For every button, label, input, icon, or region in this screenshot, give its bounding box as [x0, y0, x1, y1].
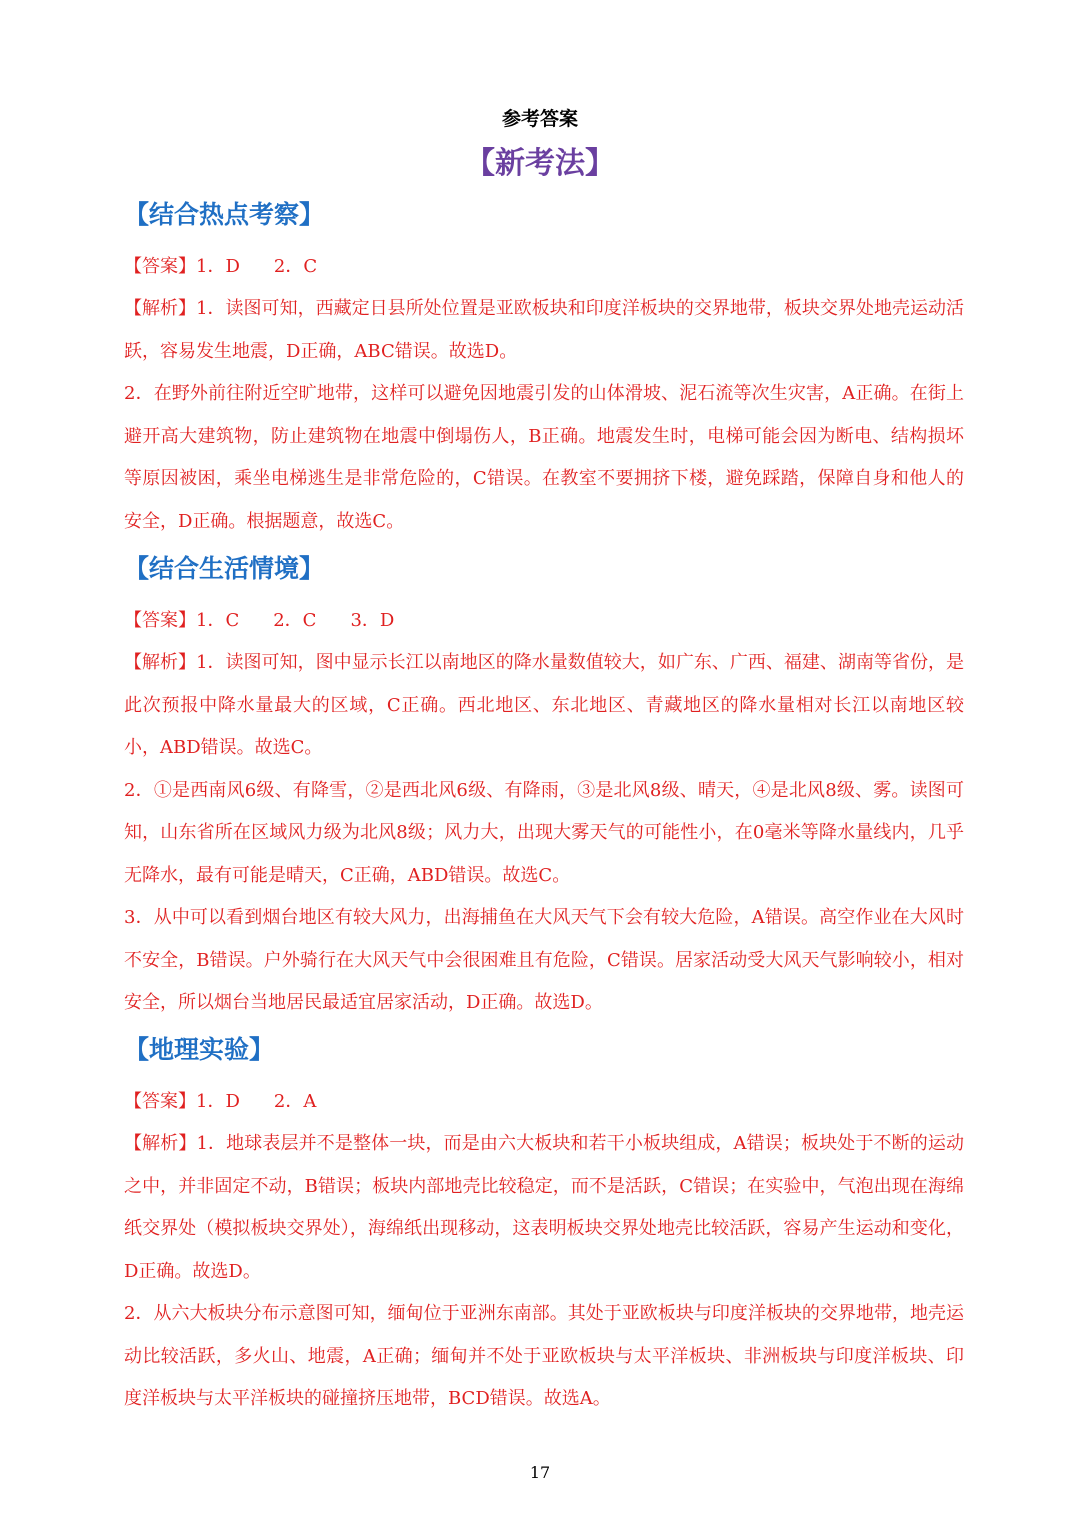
answer-item: 2．C	[273, 610, 317, 631]
analysis-text: 1．读图可知，图中显示长江以南地区的降水量数值较大，如广东、广西、福建、湖南等省份，是此次预报中降水量最大的区域，C正确。西北地区、东北地区、青藏地区的降水量相对长江以南地区较小，ABD错误。故选C。	[124, 652, 965, 758]
section-geography-experiment	[124, 1033, 964, 1421]
section-heading: 【结合热点考察】	[124, 200, 325, 229]
analysis-paragraph: 2．在野外前往附近空旷地带，这样可以避免因地震引发的山体滑坡、泥石流等次生灾害，A正确。在街上避开高大建筑物，防止建筑物在地震中倒塌伤人，B正确。地震发生时，电梯可能会因为断电、结构损坏等原因被困，乘坐电梯逃生是非常危险的，C错误。在教室不要拥挤下楼，避免踩踏，保障自身和他人的安全，D正确。根据题意，故选C。	[124, 383, 964, 532]
answer-tag: 【答案】	[124, 610, 196, 631]
analysis-paragraph	[124, 1123, 964, 1293]
analysis-paragraph: 2．从六大板块分布示意图可知，缅甸位于亚洲东南部。其处于亚欧板块与印度洋板块的交界地带，地壳运动比较活跃，多火山、地震，A正确；缅甸并不处于亚欧板块与太平洋板块、非洲板块与印度洋板块、印度洋板块与太平洋板块的碰撞挤压地带，BCD错误。故选A。	[124, 1303, 964, 1409]
answer-item: 2．C	[273, 256, 318, 277]
section-heading: 【结合生活情境】	[124, 554, 325, 583]
page-number: 17	[529, 1463, 551, 1482]
analysis-paragraph: 2．①是西南风6级、有降雪，②是西北风6级、有降雨，③是北风8级、晴天，④是北风8级、雾。读图可知，山东省所在区域风力级为北风8级；风力大，出现大雾天气的可能性小，在0毫米等降水量线内，几乎无降水，最有可能是晴天，C正确，ABD错误。故选C。	[124, 779, 964, 886]
answer-line	[124, 246, 964, 288]
analysis-text: 1．地球表层并不是整体一块，而是由六大板块和若干小板块组成，A错误；板块处于不断的运动之中，并非固定不动，B错误；板块内部地壳比较稳定，而不是活跃，C错误；在实验中，气泡出现在海绵纸交界处（模拟板块交界处），海绵纸出现移动，这表明板块交界处地壳比较活跃，容易产生运动和变化，D正确。故选D。	[124, 1133, 964, 1282]
method-title: 【新考法】	[465, 146, 615, 181]
answer-line	[124, 1081, 964, 1123]
analysis-paragraph	[124, 288, 964, 373]
answer-item: 1．D	[196, 1091, 240, 1112]
analysis-tag: 【解析】	[124, 298, 197, 319]
analysis-paragraph: 3．从中可以看到烟台地区有较大风力，出海捕鱼在大风天气下会有较大危险，A错误。高空作业在大风时不安全，B错误。户外骑行在大风天气中会很困难且有危险，C错误。居家活动受大风天气影响较小，相对安全，所以烟台当地居民最适宜居家活动，D正确。故选D。	[124, 907, 964, 1013]
section-heading: 【地理实验】	[124, 1035, 275, 1064]
analysis-paragraph	[124, 642, 964, 770]
answer-line	[124, 600, 964, 642]
document-title: 参考答案	[501, 108, 578, 130]
section-life-context	[124, 552, 964, 1025]
answer-item: 2．A	[273, 1091, 317, 1112]
analysis-tag: 【解析】	[124, 652, 197, 673]
answer-tag: 【答案】	[124, 256, 196, 277]
answer-tag: 【答案】	[124, 1091, 196, 1112]
section-hotspot	[124, 198, 964, 543]
analysis-text: 1．读图可知，西藏定日县所处位置是亚欧板块和印度洋板块的交界地带，板块交界处地壳运动活跃，容易发生地震，D正确，ABC错误。故选D。	[124, 298, 965, 362]
analysis-tag: 【解析】	[124, 1133, 197, 1154]
answer-item: 3．D	[350, 610, 395, 631]
answer-item: 1．C	[196, 610, 240, 631]
answer-item: 1．D	[196, 256, 240, 277]
